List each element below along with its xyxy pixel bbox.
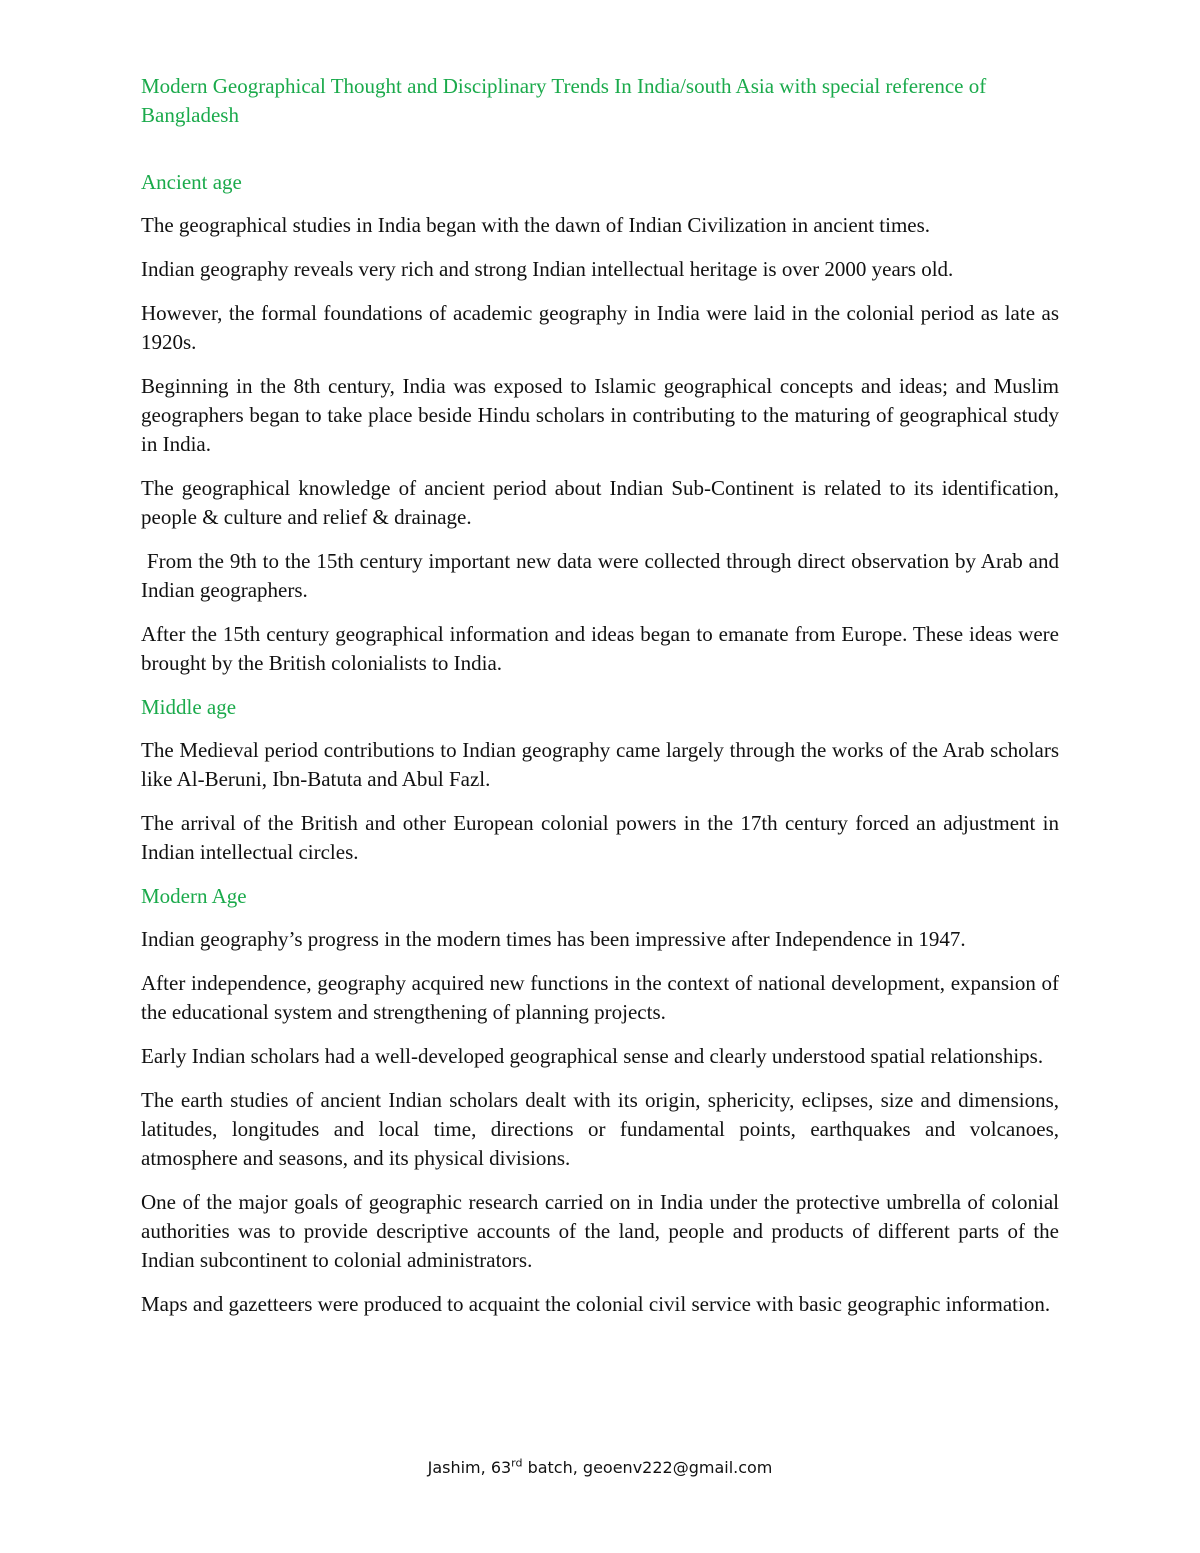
paragraph: One of the major goals of geographic research carried on in India under the protective umbrella of colonial authorities was to provide descriptive accounts of the land, people and products of different parts of the Indian subcontinent to colonial administrators.	[141, 1190, 1059, 1272]
paragraph: Beginning in the 8th century, India was exposed to Islamic geographical concepts and ideas; and Muslim geographers began to take place beside Hindu scholars in contributing to the maturing of geographical study in India.	[141, 374, 1059, 456]
paragraph: However, the formal foundations of academic geography in India were laid in the colonial period as late as 1920s.	[141, 301, 1059, 354]
section-ancient-age	[141, 168, 1065, 678]
section-heading: Middle age	[141, 695, 237, 719]
paragraph: The geographical studies in India began with the dawn of Indian Civilization in ancient times.	[141, 213, 931, 237]
paragraph: The arrival of the British and other European colonial powers in the 17th century forced an adjustment in Indian intellectual circles.	[141, 811, 1059, 864]
paragraph: The geographical knowledge of ancient period about Indian Sub-Continent is related to its identification, people & culture and relief & drainage.	[141, 476, 1059, 529]
section-heading: Modern Age	[141, 884, 247, 908]
paragraph: Indian geography reveals very rich and strong Indian intellectual heritage is over 2000 years old.	[141, 257, 954, 281]
paragraph: After the 15th century geographical information and ideas began to emanate from Europe. These ideas were brought by the British colonialists to India.	[141, 622, 1059, 675]
paragraph: Early Indian scholars had a well-developed geographical sense and clearly understood spatial relationships.	[141, 1044, 1044, 1068]
section-modern-age	[141, 882, 1059, 1319]
footer-ordinal-suffix: rd	[511, 1456, 523, 1470]
section-middle-age	[141, 693, 1059, 867]
paragraph: After independence, geography acquired new functions in the context of national development, expansion of the educational system and strengthening of planning projects.	[141, 971, 1059, 1024]
footer-author: Jashim, 63	[427, 1458, 512, 1477]
section-heading: Ancient age	[141, 170, 242, 194]
paragraph: Indian geography’s progress in the modern times has been impressive after Independence in 1947.	[141, 927, 966, 951]
paragraph: The Medieval period contributions to Indian geography came largely through the works of the Arab scholars like Al-Beruni, Ibn-Batuta and Abul Fazl.	[141, 738, 1059, 791]
document-title: Modern Geographical Thought and Disciplinary Trends In India/south Asia with special reference of Bangladesh	[141, 74, 987, 127]
document-page	[141, 72, 1065, 1334]
page-footer	[0, 1458, 1200, 1477]
paragraph: The earth studies of ancient Indian scholars dealt with its origin, sphericity, eclipses, size and dimensions, latitudes, longitudes and local time, directions or fundamental points, earthquakes and volcanoes, atmosphere and seasons, and its physical divisions.	[141, 1088, 1059, 1170]
paragraph: Maps and gazetteers were produced to acquaint the colonial civil service with basic geographic information.	[141, 1292, 1051, 1316]
paragraph: From the 9th to the 15th century important new data were collected through direct observation by Arab and Indian geographers.	[141, 549, 1065, 602]
footer-contact: batch, geoenv222@gmail.com	[522, 1458, 773, 1477]
